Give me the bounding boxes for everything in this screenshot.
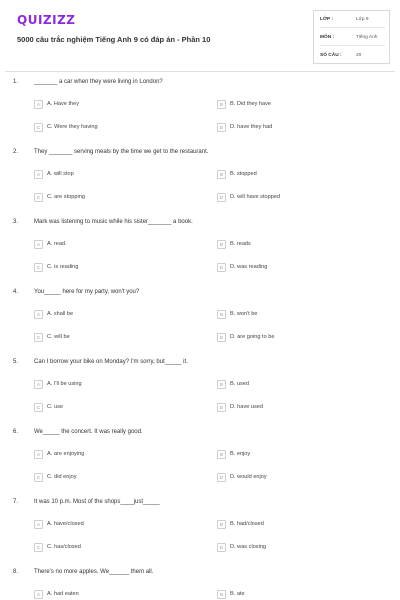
answer-option-d[interactable] xyxy=(217,542,266,552)
option-text: D. have used xyxy=(230,404,263,410)
answer-option-c[interactable] xyxy=(34,472,77,482)
question-item xyxy=(0,499,400,561)
option-letter-badge: A xyxy=(34,450,43,459)
option-letter-badge: D xyxy=(217,263,226,272)
option-letter-badge: B xyxy=(217,450,226,459)
answer-option-b[interactable] xyxy=(217,589,245,599)
answer-option-a[interactable] xyxy=(34,589,79,599)
question-item xyxy=(0,429,400,491)
answer-option-d[interactable] xyxy=(217,332,274,342)
option-letter-badge: C xyxy=(34,123,43,132)
info-row-count xyxy=(320,47,385,64)
answer-option-a[interactable] xyxy=(34,169,74,179)
answer-option-a[interactable] xyxy=(34,99,79,109)
option-text: D. will have stopped xyxy=(230,194,281,200)
question-number: 8. xyxy=(13,569,19,575)
option-letter-badge: B xyxy=(217,310,226,319)
info-box xyxy=(313,10,390,64)
option-text: C. Were they having xyxy=(47,124,98,130)
question-item xyxy=(0,149,400,211)
answer-option-b[interactable] xyxy=(217,449,250,459)
question-item xyxy=(0,569,400,600)
question-text: Can I borrow your bike on Monday? I'm sorry, but_____ it. xyxy=(34,359,188,365)
option-letter-badge: C xyxy=(34,473,43,482)
answer-option-d[interactable] xyxy=(217,192,280,202)
question-text: _______ a car when they were living in London? xyxy=(34,79,163,85)
info-label: MÔN : xyxy=(320,34,335,40)
question-item xyxy=(0,219,400,281)
option-letter-badge: B xyxy=(217,380,226,389)
question-number: 6. xyxy=(13,429,19,435)
option-letter-badge: B xyxy=(217,590,226,599)
option-text: B. Did they have xyxy=(230,101,272,107)
answer-option-a[interactable] xyxy=(34,239,67,249)
answer-option-b[interactable] xyxy=(217,169,257,179)
answer-option-c[interactable] xyxy=(34,122,98,132)
answer-option-c[interactable] xyxy=(34,402,63,412)
option-text: C. has/closed xyxy=(47,544,81,550)
option-letter-badge: A xyxy=(34,520,43,529)
option-text: D. was reading xyxy=(230,264,268,270)
answer-option-a[interactable] xyxy=(34,449,84,459)
answer-option-d[interactable] xyxy=(217,402,263,412)
header-divider xyxy=(5,71,395,72)
answer-option-c[interactable] xyxy=(34,262,78,272)
option-letter-badge: A xyxy=(34,100,43,109)
option-letter-badge: A xyxy=(34,380,43,389)
answer-option-d[interactable] xyxy=(217,262,267,272)
option-letter-badge: C xyxy=(34,263,43,272)
answer-option-d[interactable] xyxy=(217,472,267,482)
option-text: B. had/closed xyxy=(230,521,264,527)
option-text: A. are enjoying xyxy=(47,451,85,457)
option-text: B. won't be xyxy=(230,311,258,317)
info-label: SỐ CÂU : xyxy=(320,53,342,58)
answer-option-d[interactable] xyxy=(217,122,272,132)
option-letter-badge: A xyxy=(34,310,43,319)
option-letter-badge: D xyxy=(217,403,226,412)
option-letter-badge: B xyxy=(217,520,226,529)
quizizz-logo: QUIZIZZ xyxy=(17,13,76,27)
option-letter-badge: D xyxy=(217,473,226,482)
question-number: 3. xyxy=(13,219,19,225)
answer-option-b[interactable] xyxy=(217,309,258,319)
option-letter-badge: B xyxy=(217,170,226,179)
option-text: C. use xyxy=(47,404,64,410)
info-label: LỚP : xyxy=(320,16,334,22)
option-text: B. stopped xyxy=(230,171,257,177)
option-text: B. ate xyxy=(230,591,245,597)
question-number: 5. xyxy=(13,359,19,365)
option-letter-badge: A xyxy=(34,590,43,599)
info-row-subject xyxy=(320,29,385,46)
question-item xyxy=(0,359,400,421)
answer-option-b[interactable] xyxy=(217,239,251,249)
answer-option-a[interactable] xyxy=(34,379,82,389)
question-item xyxy=(0,79,400,141)
option-letter-badge: B xyxy=(217,100,226,109)
option-letter-badge: C xyxy=(34,403,43,412)
option-text: C. are stopping xyxy=(47,194,85,200)
question-number: 4. xyxy=(13,289,19,295)
option-letter-badge: C xyxy=(34,333,43,342)
answer-option-b[interactable] xyxy=(217,379,249,389)
option-letter-badge: A xyxy=(34,240,43,249)
option-letter-badge: D xyxy=(217,193,226,202)
question-text: There's no more apples. We______ them all. xyxy=(34,569,154,575)
option-text: A. Have they xyxy=(47,101,80,107)
option-text: A. have/closed xyxy=(47,521,84,527)
option-text: C. will be xyxy=(47,334,70,340)
info-value: Lớp 9 xyxy=(356,16,369,22)
question-text: They _______ serving meals by the time we get to the restaurant. xyxy=(34,149,209,155)
option-letter-badge: C xyxy=(34,543,43,552)
option-text: A. I'll be using xyxy=(47,381,82,387)
option-text: A. had eaten xyxy=(47,591,79,597)
option-letter-badge: C xyxy=(34,193,43,202)
document-title: 5000 câu trắc nghiệm Tiếng Anh 9 có đáp án - Phần 10 xyxy=(17,35,211,44)
option-text: A. shall be xyxy=(47,311,74,317)
option-text: B. reads xyxy=(230,241,251,247)
question-text: It was 10 p.m. Most of the shops____just_____ xyxy=(34,499,160,505)
info-value: 20 xyxy=(356,53,362,58)
option-text: A. read. xyxy=(47,241,67,247)
answer-option-a[interactable] xyxy=(34,309,73,319)
question-text: Mark was listening to music while his sister_______ a book. xyxy=(34,219,193,225)
option-letter-badge: D xyxy=(217,333,226,342)
question-number: 2. xyxy=(13,149,19,155)
option-text: B. used xyxy=(230,381,249,387)
option-text: D. have they had xyxy=(230,124,273,130)
option-letter-badge: B xyxy=(217,240,226,249)
option-letter-badge: A xyxy=(34,170,43,179)
question-text: We_____ the concert. It was really good. xyxy=(34,429,143,435)
option-text: D. was closing xyxy=(230,544,267,550)
option-text: C. did enjoy xyxy=(47,474,77,480)
answer-option-c[interactable] xyxy=(34,332,70,342)
question-number: 7. xyxy=(13,499,19,505)
answer-option-b[interactable] xyxy=(217,519,264,529)
option-text: D. are going to be xyxy=(230,334,275,340)
answer-option-c[interactable] xyxy=(34,542,81,552)
question-text: You_____ here for my party, won't you? xyxy=(34,289,140,295)
info-row-class xyxy=(320,11,385,28)
option-text: A. will stop xyxy=(47,171,74,177)
answer-option-c[interactable] xyxy=(34,192,85,202)
question-number: 1. xyxy=(13,79,19,85)
option-letter-badge: D xyxy=(217,543,226,552)
option-text: C. is reading xyxy=(47,264,79,270)
question-item xyxy=(0,289,400,351)
option-letter-badge: D xyxy=(217,123,226,132)
answer-option-a[interactable] xyxy=(34,519,84,529)
info-value: Tiếng Anh xyxy=(356,34,378,40)
option-text: B. enjoy xyxy=(230,451,251,457)
option-text: D. would enjoy xyxy=(230,474,267,480)
answer-option-b[interactable] xyxy=(217,99,271,109)
